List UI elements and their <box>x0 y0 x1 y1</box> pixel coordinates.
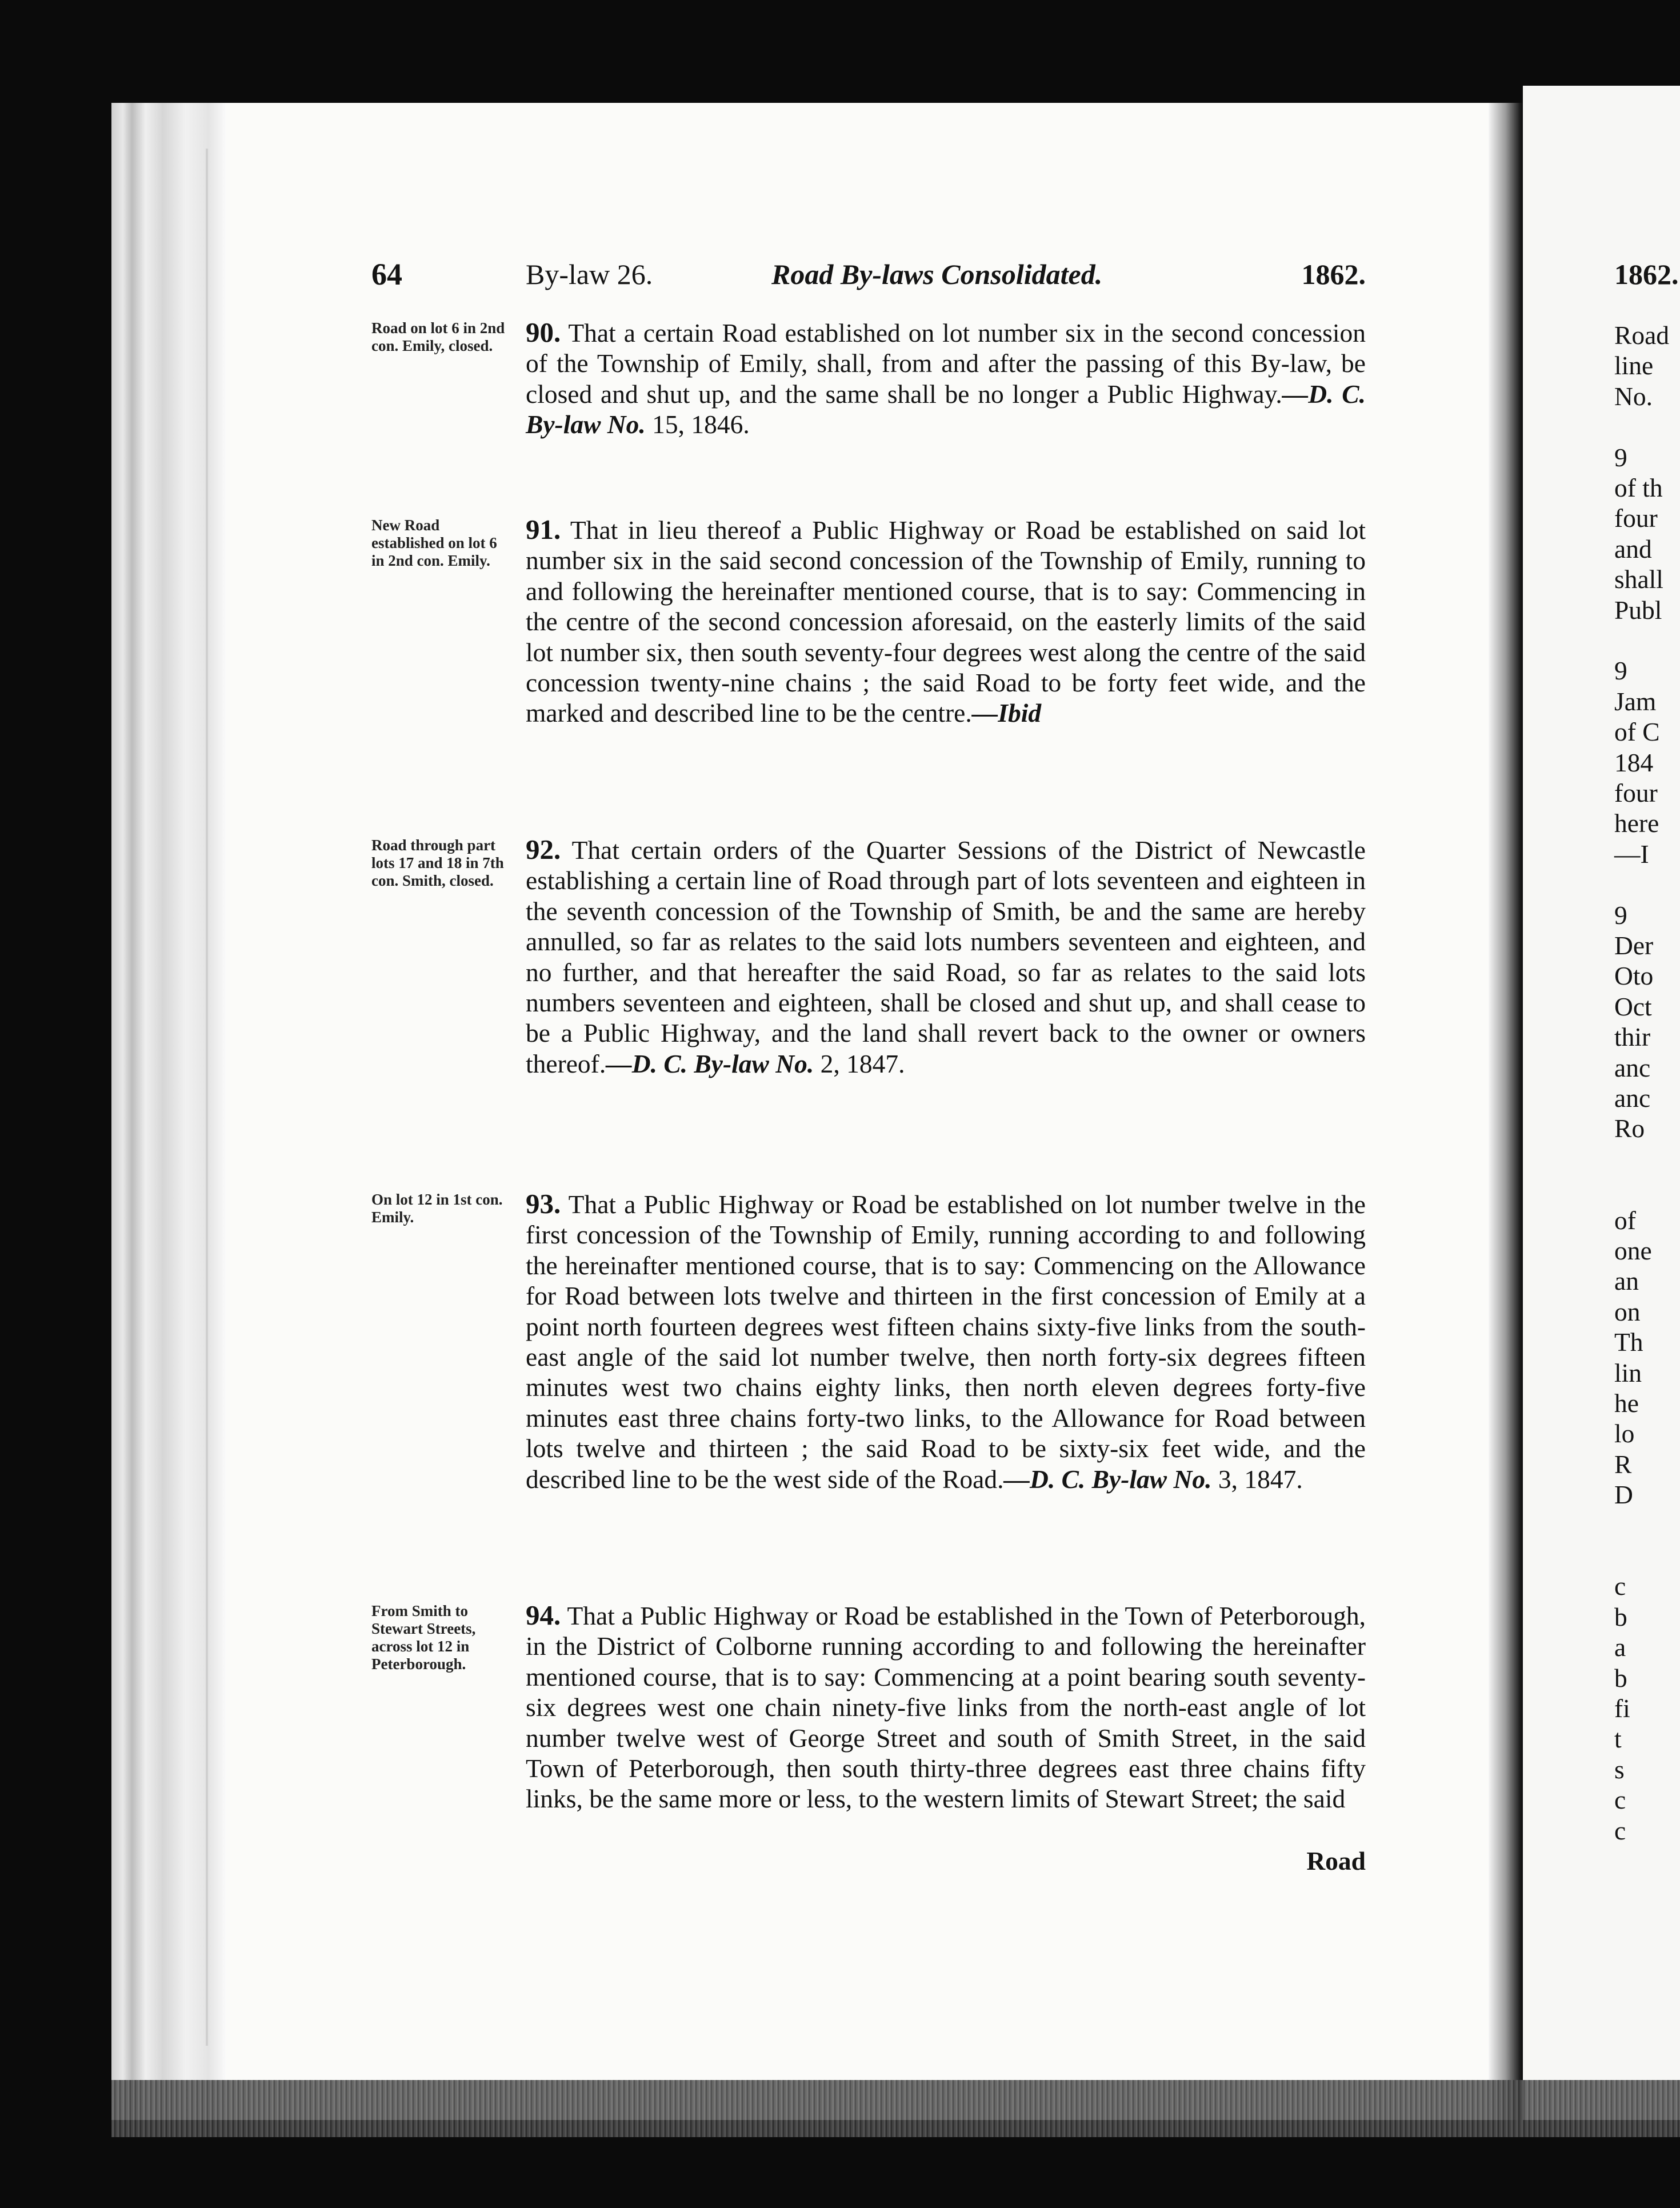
gutter-rule <box>206 149 208 2046</box>
citation: —Ibid <box>971 698 1042 728</box>
section-body: That certain orders of the Quarter Sessions of the District of Newcastle establishing a certain line of Road through part of lots seventeen and eighteen in the seventh concession of the Township of Smith, be and the same are hereby annulled, so far as relates to the said lots numbers seventeen and eighteen, and no further, and that hereafter the said Road, so far as relates to the said lots numbers seventeen and eighteen, shall be closed and shut up, and shall cease to be a Public Highway, and the land shall revert back to the owner or owners thereof. <box>526 835 1366 1078</box>
facing-line: of <box>1614 1205 1636 1235</box>
page-gutter <box>111 103 226 2120</box>
facing-line: 9 <box>1614 656 1627 686</box>
facing-line: Der <box>1614 931 1654 960</box>
facing-line: D <box>1614 1480 1633 1510</box>
facing-line: here <box>1614 809 1659 838</box>
facing-page <box>1523 86 1680 2120</box>
catchword: Road <box>1306 1846 1366 1875</box>
section-text <box>526 1600 1366 1814</box>
facing-line: on <box>1614 1297 1641 1326</box>
section-text <box>526 1189 1366 1494</box>
bylaw-label: By-law 26. <box>526 258 653 290</box>
facing-line: t <box>1614 1724 1622 1754</box>
section-body: That a Public Highway or Road be established on lot number twelve in the first concession of the Township of Emily, running according to and following the hereinafter mentioned course, that is to say: Commencing on the Allowance for Road between lots twelve and thirteen in the first concession of Emily at a point north fourteen degrees west fifteen chains sixty-five links from the south-east angle of the said lot number twelve, then north forty-six degrees fifteen minutes west two chains eighty links, then north eleven degrees forty-five minutes east three chains forty-two links, to the Allowance for Road between lots twelve and thirteen ; the said Road to be sixty-six feet wide, and the described line to be the west side of the Road. <box>526 1190 1366 1494</box>
facing-line: an <box>1614 1266 1639 1296</box>
citation-tail: 15, 1846. <box>652 410 750 439</box>
facing-line: Jam <box>1614 686 1657 716</box>
section-text <box>526 514 1366 729</box>
section-text <box>526 834 1366 1079</box>
facing-line: four <box>1614 778 1658 807</box>
facing-line: fi <box>1614 1694 1630 1723</box>
margin-note: New Road established on lot 6 in 2nd con. Emily. <box>371 517 497 569</box>
facing-line: a <box>1614 1633 1626 1662</box>
facing-line: c <box>1614 1571 1626 1601</box>
facing-line: lo <box>1614 1419 1635 1449</box>
running-title: Road By-laws Consolidated. <box>771 258 1103 290</box>
facing-line: line <box>1614 351 1654 381</box>
header-year: 1862. <box>1301 258 1366 290</box>
facing-line: Oto <box>1614 961 1654 991</box>
facing-line: c <box>1614 1785 1626 1815</box>
citation: —D. C. By-law No. <box>1003 1464 1212 1494</box>
facing-line: b <box>1614 1602 1627 1631</box>
facing-line: of th <box>1614 473 1663 502</box>
section-body: That a certain Road established on lot number six in the second concession of the Township of Emily, shall, from and after the passing of this By-law, be closed and shut up, and the same shall be no longer a Public Highway. <box>526 318 1366 409</box>
page-fold <box>1489 103 1523 2120</box>
facing-line: of C <box>1614 717 1660 747</box>
facing-line: he <box>1614 1389 1639 1418</box>
facing-line: —I <box>1614 839 1649 869</box>
facing-line: shall <box>1614 565 1663 594</box>
facing-line: s <box>1614 1754 1625 1784</box>
facing-line: Ro <box>1614 1114 1645 1143</box>
facing-line: and <box>1614 534 1652 563</box>
page-number: 64 <box>371 257 402 291</box>
facing-line: Th <box>1614 1327 1643 1357</box>
citation: —D. C. By-law No. <box>606 1049 814 1078</box>
scan-edge <box>111 2080 1680 2137</box>
facing-line: anc <box>1614 1083 1651 1113</box>
section-number: 90. <box>526 317 561 348</box>
citation-tail: 2, 1847. <box>820 1049 905 1078</box>
facing-line: c <box>1614 1815 1626 1845</box>
section-number: 92. <box>526 834 561 865</box>
facing-line: lin <box>1614 1358 1642 1387</box>
facing-header-year: 1862. <box>1614 258 1679 290</box>
citation: —D. C. By-law No. <box>526 379 1366 439</box>
section-number: 94. <box>526 1599 561 1631</box>
facing-line: b <box>1614 1663 1627 1693</box>
facing-line: Publ <box>1614 595 1662 625</box>
facing-line: anc <box>1614 1053 1651 1082</box>
section-number: 91. <box>526 514 561 545</box>
facing-line: four <box>1614 503 1658 533</box>
facing-line: Oct <box>1614 991 1652 1021</box>
facing-line: 184 <box>1614 747 1654 777</box>
section-body: That in lieu thereof a Public Highway or Road be established on said lot number six in the said second concession of the Township of Emily, running to and following the hereinafter mentioned course, that is to say: Commencing in the centre of the second concession aforesaid, on the easterly limits of the said lot number six, then south seventy-four degrees west along the centre of the said concession twenty-nine chains ; the said Road to be forty feet wide, and the marked and described line to be the centre. <box>526 515 1366 728</box>
facing-line: Road <box>1614 321 1670 350</box>
facing-line: R <box>1614 1449 1632 1479</box>
facing-line: one <box>1614 1236 1652 1265</box>
facing-line: 9 <box>1614 442 1627 472</box>
section-number: 93. <box>526 1188 561 1219</box>
facing-line: 9 <box>1614 900 1627 930</box>
margin-note: Road on lot 6 in 2nd con. Emily, closed. <box>371 319 505 354</box>
section-text <box>526 317 1366 440</box>
facing-line: thir <box>1614 1022 1651 1052</box>
margin-note: From Smith to Stewart Streets, across lot 12 in Peterborough. <box>371 1602 476 1673</box>
section-body: That a Public Highway or Road be established in the Town of Peterborough, in the District of Colborne running according to and following the hereinafter mentioned course, that is to say: Commencing at a point bearing south seventy-six degrees west one chain ninety-five links from the north-east angle of lot number twelve west of George Street and south of Smith Street, in the said Town of Peterborough, then south thirty-three degrees east three chains fifty links, be the same more or less, to the western limits of Stewart Street; the said <box>526 1601 1366 1814</box>
running-header <box>371 251 1366 297</box>
margin-note: On lot 12 in 1st con. Emily. <box>371 1191 503 1226</box>
margin-note: Road through part lots 17 and 18 in 7th con. Smith, closed. <box>371 837 504 889</box>
citation-tail: 3, 1847. <box>1218 1464 1303 1494</box>
facing-line: No. <box>1614 381 1653 411</box>
